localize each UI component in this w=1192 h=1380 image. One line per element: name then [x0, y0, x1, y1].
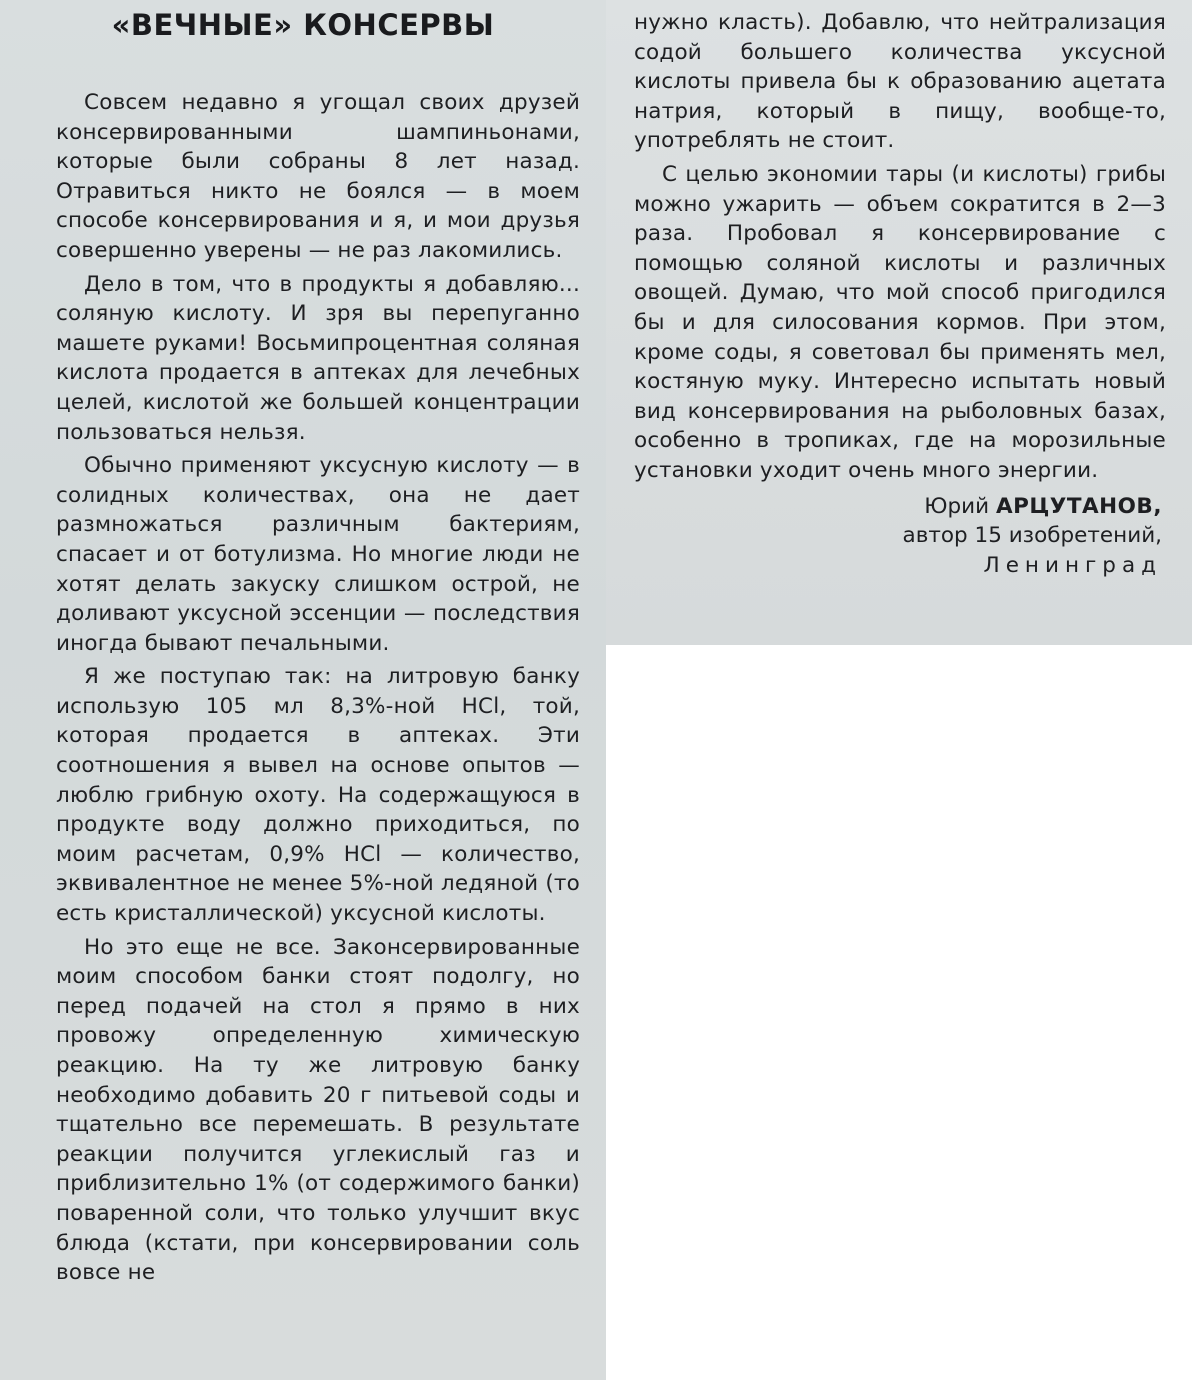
article-right-column: [606, 0, 1192, 645]
article-paragraph-1: Совсем недавно я угощал своих друзей консервированными шампиньонами, которые были собраны 8 лет назад. Отравиться никто не боялся — в моем способе консервирования и я, и мои друзья совершенно уверены — не раз лакомились.: [56, 90, 580, 263]
article-paragraph-6: С целью экономии тары (и кислоты) грибы можно ужарить — объем сократится в 2—3 раза. Пробовал я консервирование с помощью соляной кислоты и различных овощей. Думаю, что мой способ пригодился бы и для силосования кормов. При этом, кроме соды, я советовал бы применять мел, костяную муку. Интересно испытать новый вид консервирования на рыболовных базах, особенно в тропиках, где на морозильные установки уходит очень много энергии.: [634, 161, 1166, 483]
article-paragraph-5: Но это еще не все. Законсервированные моим способом банки стоят подолгу, но перед подачей на стол я прямо в них провожу определенную химическую реакцию. На ту же литровую банку необходимо добавить 20 г питьевой соды и тщательно все перемешать. В результате реакции получится углекислый газ и приблизительно 1% (от содержимого банки) поваренной соли, что только улучшит вкус блюда (кстати, при консервировании соль вовсе не: [56, 934, 580, 1286]
article-title: «ВЕЧНЫЕ» КОНСЕРВЫ: [111, 8, 495, 42]
article-paragraph-2: Дело в том, что в продукты я добавляю... соляную кислоту. И зря вы перепуганно машете руками! Восьмипроцентная соляная кислота продается в аптеках для лечебных целей, кислотой же большей концентрации пользоваться нельзя.: [56, 271, 580, 445]
article-paragraph-4: Я же поступаю так: на литровую банку использую 105 мл 8,3%-ной HCl, той, которая продается в аптеках. Эти соотношения я вывел на основе опытов — люблю грибную охоту. На содержащуюся в продукте воду должно приходиться, по моим расчетам, 0,9% HCl — количество, эквивалентное не менее 5%-ной ледяной (то есть кристаллической) уксусной кислоты.: [56, 664, 580, 927]
author-city: Ленинград: [983, 552, 1162, 578]
article-paragraph-3: Обычно применяют уксусную кислоту — в солидных количествах, она не дает размножаться различным бактериям, спасает и от ботулизма. Но многие люди не хотят делать закуску слишком острой, не доливают уксусной эссенции — последствия иногда бывают печальными.: [56, 453, 580, 656]
article-paragraph-5-continued: нужно класть). Добавлю, что нейтрализация содой большего количества уксусной кислоты привела бы к образованию ацетата натрия, который в пищу, вообще-то, употреблять не стоит.: [634, 10, 1166, 154]
author-first-name: Юрий: [924, 493, 990, 519]
author-name: [634, 492, 1166, 522]
author-title: автор 15 изобретений,: [902, 523, 1162, 549]
author-surname: АРЦУТАНОВ,: [995, 493, 1162, 519]
